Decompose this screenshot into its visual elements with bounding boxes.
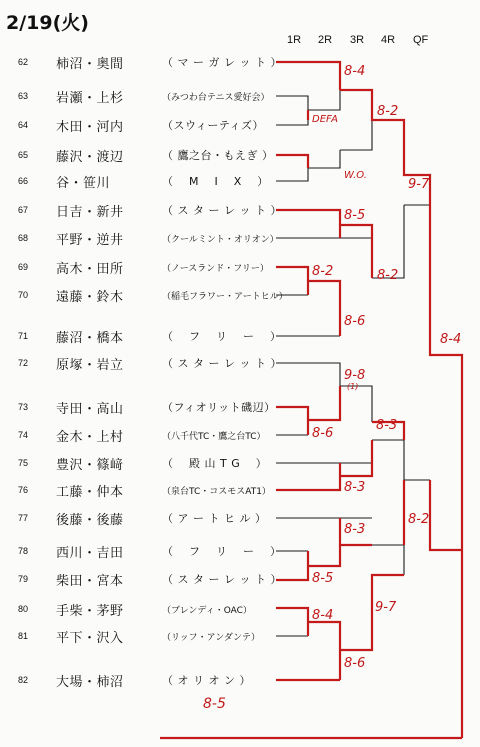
- player-names: 高木・田所: [56, 262, 124, 277]
- club-name: （ M I X ）: [162, 175, 269, 188]
- entry-number: 77: [18, 513, 29, 523]
- score-mark: 8-2: [377, 268, 399, 283]
- score-mark: 8-5: [344, 208, 366, 223]
- player-names: 柴田・宮本: [56, 574, 124, 589]
- entry-number: 62: [18, 57, 29, 67]
- score-mark: 8-6: [312, 426, 334, 441]
- score-mark: 8-5: [203, 696, 226, 712]
- entry-number: 71: [18, 331, 29, 341]
- entry-number: 63: [18, 91, 29, 101]
- club-name: （スウィーティズ）: [162, 119, 264, 132]
- player-names: 豊沢・篠﨑: [56, 458, 124, 473]
- player-names: 岩瀬・上杉: [56, 91, 124, 106]
- player-names: 平野・逆井: [56, 233, 124, 248]
- player-names: 西川・吉田: [56, 546, 124, 561]
- score-mark: 8-3: [344, 480, 366, 495]
- score-mark: (1): [347, 382, 359, 391]
- club-name: （ 鷹之台・もえぎ ）: [162, 149, 274, 162]
- club-name: （ マ ー ガ レ ッ ト ）: [162, 56, 282, 69]
- club-name: （ フ リ ー ）: [162, 330, 282, 343]
- club-name: （ 殿 山 T G ）: [162, 457, 268, 470]
- player-names: 寺田・高山: [56, 402, 124, 417]
- score-mark: W.O.: [344, 170, 367, 181]
- player-names: 藤沼・橋本: [56, 331, 124, 346]
- score-mark: 8-3: [344, 522, 366, 537]
- club-name: （ノースランド・フリー）: [162, 264, 269, 274]
- entry-number: 76: [18, 485, 29, 495]
- entry-number: 70: [18, 290, 29, 300]
- entry-number: 66: [18, 176, 29, 186]
- score-mark: 8-2: [377, 104, 399, 119]
- club-name: （ オ リ オ ン ）: [162, 674, 251, 687]
- player-names: 平下・沢入: [56, 631, 124, 646]
- club-name: （ブレンディ・OAC）: [162, 606, 252, 616]
- club-name: （みつわ台テニス愛好会）: [162, 93, 270, 103]
- score-mark: 8-5: [312, 571, 334, 586]
- entry-number: 72: [18, 358, 29, 368]
- player-names: 遠藤・鈴木: [56, 290, 124, 305]
- club-name: （リッフ・アンダンテ）: [162, 633, 261, 643]
- entry-number: 68: [18, 233, 29, 243]
- entry-number: 73: [18, 402, 29, 412]
- club-name: （ フ リ ー ）: [162, 545, 282, 558]
- score-mark: 8-6: [344, 656, 366, 671]
- round-header-3r: 3R: [350, 34, 365, 46]
- round-header-qf: QF: [413, 34, 429, 46]
- club-name: （フィオリット磯辺）: [162, 401, 276, 414]
- bracket-black-lines: [276, 62, 430, 636]
- score-mark: 9-7: [408, 177, 430, 192]
- player-names: 工藤・仲本: [56, 485, 124, 500]
- entry-number: 64: [18, 120, 29, 130]
- entry-number: 81: [18, 631, 29, 641]
- player-names: 日吉・新井: [56, 205, 124, 220]
- entry-number: 80: [18, 604, 29, 614]
- entry-number: 78: [18, 546, 29, 556]
- score-mark: 8-2: [312, 264, 334, 279]
- round-header-1r: 1R: [287, 34, 302, 46]
- player-names: 手柴・茅野: [56, 604, 124, 619]
- player-names: 金木・上村: [56, 430, 124, 445]
- score-mark: 9-8: [344, 368, 366, 383]
- score-mark: 8-3: [376, 418, 398, 433]
- entry-number: 74: [18, 430, 29, 440]
- round-header-4r: 4R: [381, 34, 396, 46]
- entry-number: 75: [18, 458, 29, 468]
- score-mark: 8-6: [344, 314, 366, 329]
- entry-number: 65: [18, 150, 29, 160]
- score-mark: 8-2: [408, 512, 430, 527]
- club-name: （ ア ー ト ヒ ル ）: [162, 512, 267, 525]
- date-heading: 2/19(火): [6, 12, 89, 34]
- entry-number: 82: [18, 675, 29, 685]
- club-name: （ ス タ ー レ ッ ト ）: [162, 573, 282, 586]
- score-mark: 8-4: [312, 608, 334, 623]
- club-name: （泉台TC・コスモスAT1）: [162, 487, 271, 497]
- player-names: 藤沢・渡辺: [56, 150, 124, 165]
- club-name: （ ス タ ー レ ッ ト ）: [162, 204, 282, 217]
- entry-number: 69: [18, 262, 29, 272]
- player-names: 大場・柿沼: [56, 675, 124, 690]
- player-names: 柿沼・奥間: [56, 57, 124, 72]
- score-mark: 9-7: [375, 600, 397, 615]
- club-name: （ ス タ ー レ ッ ト ）: [162, 357, 282, 370]
- score-mark: 8-4: [440, 332, 462, 347]
- bracket-winner-lines: [160, 62, 462, 738]
- round-header-2r: 2R: [318, 34, 333, 46]
- entry-number: 67: [18, 205, 29, 215]
- player-names: 木田・河内: [56, 120, 124, 135]
- player-names: 後藤・後藤: [56, 513, 124, 528]
- player-names: 原塚・岩立: [56, 358, 124, 373]
- entry-number: 79: [18, 574, 29, 584]
- club-name: （稲毛フラワー・アートヒル）: [162, 292, 288, 302]
- score-mark: DEFA: [312, 114, 339, 125]
- player-names: 谷・笹川: [56, 176, 111, 191]
- club-name: （八千代TC・鷹之台TC）: [162, 432, 266, 442]
- score-mark: 8-4: [344, 64, 366, 79]
- club-name: （クールミント・オリオン）: [162, 235, 279, 245]
